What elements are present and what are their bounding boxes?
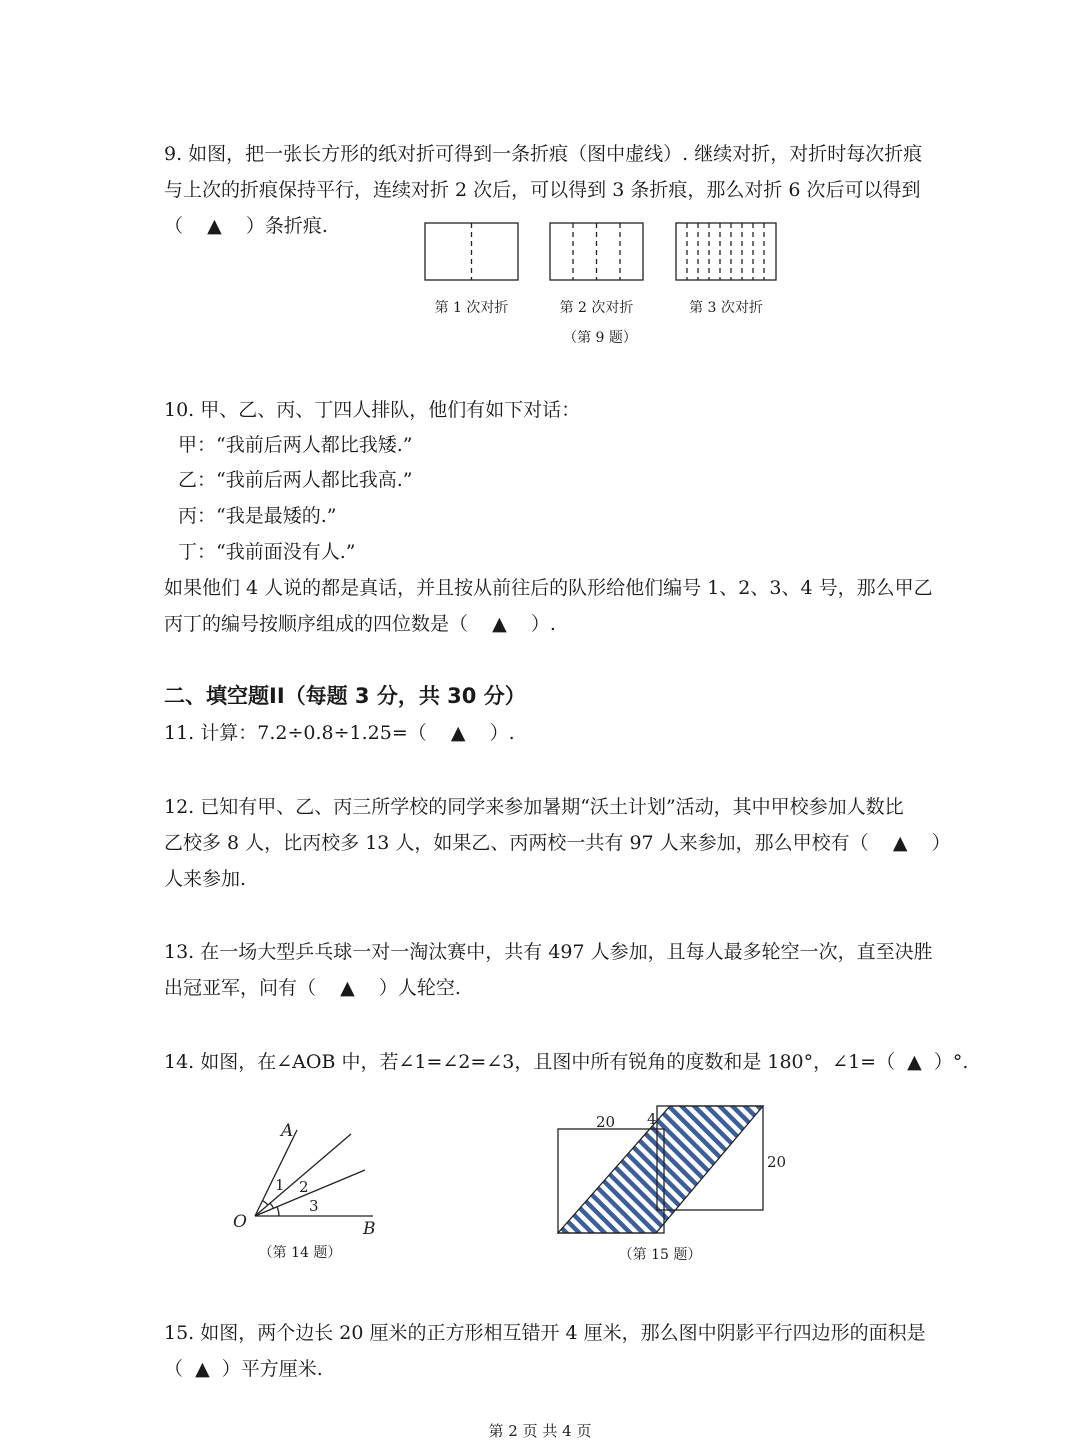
q15-text-line-1: 15. 如图，两个边长 20 厘米的正方形相互错开 4 厘米，那么图中阴影平行四边形的面积是 (164, 1322, 926, 1344)
q9-fig-label-1: 第 1 次对折 (434, 300, 509, 316)
q10-text-line-1: 10. 甲、乙、丙、丁四人排队，他们有如下对话： (164, 399, 581, 421)
angle-label-2: 2 (299, 1178, 309, 1196)
ray-1 (255, 1134, 351, 1216)
q10-text-line-2: 如果他们 4 人说的都是真话，并且按从前往后的队形给他们编号 1、2、3、4 号，那么甲乙 (164, 577, 933, 599)
q9-fig-label-2: 第 2 次对折 (559, 300, 634, 316)
q14-text: 14. 如图，在∠AOB 中，若∠1=∠2=∠3，且图中所有锐角的度数和是 180°，∠1=（ ▲ ）°. (164, 1051, 969, 1073)
q11-text: 11. 计算：7.2÷0.8÷1.25=（ ▲ ）. (164, 722, 515, 744)
q9-fig-label-3: 第 3 次对折 (689, 300, 763, 316)
shaded-parallelogram (558, 1106, 763, 1233)
q15-fig-caption: （第 15 题） (618, 1247, 702, 1263)
q15-squares-figure (545, 1100, 795, 1240)
q9-text-line-2: 与上次的折痕保持平行，连续对折 2 次后，可以得到 3 条折痕，那么对折 6 次后可以得到 (164, 179, 921, 201)
label-4: 4 (647, 1110, 657, 1128)
q12-text-line-2: 乙校多 8 人，比丙校多 13 人，如果乙、丙两校一共有 97 人来参加，那么甲校有（ ▲ ） (164, 832, 951, 854)
q13-text-line-1: 13. 在一场大型乒乓球一对一淘汰赛中，共有 497 人参加，且每人最多轮空一次，直至决胜 (164, 941, 933, 963)
q9-text-line-3: （ ▲ ）条折痕. (164, 215, 328, 237)
q9-text-line-1: 9. 如图，把一张长方形的纸对折可得到一条折痕（图中虚线）. 继续对折，对折时每次折痕 (164, 143, 923, 165)
q13-text-line-2: 出冠亚军，问有（ ▲ ）人轮空. (164, 977, 461, 999)
fold-rect-3 (676, 223, 776, 280)
q9-fig-caption: （第 9 题） (563, 330, 637, 346)
angle-label-3: 3 (309, 1197, 319, 1215)
section-heading: 二、填空题II（每题 3 分，共 30 分） (164, 684, 526, 708)
q14-angle-figure (225, 1110, 395, 1245)
page-footer: 第 2 页 共 4 页 (488, 1422, 592, 1440)
ray-OA (255, 1130, 297, 1216)
angle-label-1: 1 (275, 1176, 285, 1194)
q10-text-line-3: 丙丁的编号按顺序组成的四位数是（ ▲ ）. (164, 613, 556, 635)
q12-text-line-1: 12. 已知有甲、乙、丙三所学校的同学来参加暑期“沃土计划”活动，其中甲校参加人数比 (164, 796, 904, 818)
q14-fig-caption: （第 14 题） (258, 1245, 342, 1261)
q15-text-line-2: （ ▲ ）平方厘米. (164, 1358, 323, 1380)
q10-dialog-jia: 甲：“我前后两人都比我矮.” (178, 434, 413, 456)
label-A: A (281, 1121, 294, 1141)
q10-dialog-bing: 丙：“我是最矮的.” (178, 505, 337, 527)
q10-dialog-ding: 丁：“我前面没有人.” (178, 541, 356, 563)
label-20-top: 20 (596, 1113, 616, 1131)
q9-fold-figure (420, 218, 790, 288)
label-20-right: 20 (767, 1153, 787, 1171)
q12-text-line-3: 人来参加. (164, 868, 247, 890)
q10-dialog-yi: 乙：“我前后两人都比我高.” (178, 469, 413, 491)
label-B: B (363, 1219, 376, 1239)
label-O: O (233, 1212, 247, 1232)
